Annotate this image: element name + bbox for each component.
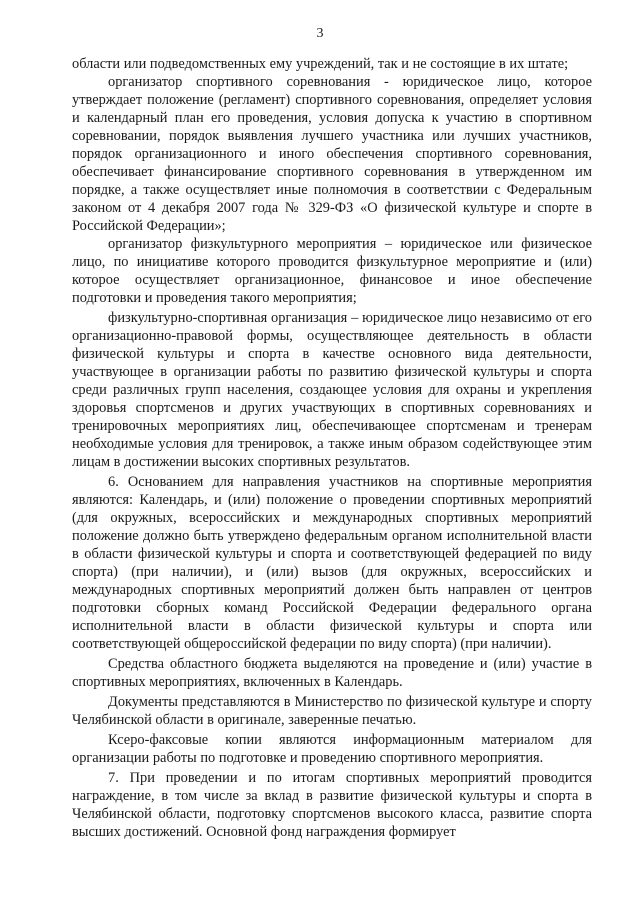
page-number: 3 bbox=[316, 26, 324, 41]
paragraph: 7. При проведении и по итогам спортивных мероприятий проводится награждение, в том числе за вклад в развитие физической культуры и спорта в Челябинской области, подготовку спортсменов высокого класса, развитие спорта высших достижений. Основной фонд награждения формирует bbox=[72, 770, 592, 840]
paragraph: области или подведомственных ему учреждений, так и не состоящие в их штате; bbox=[72, 56, 569, 72]
paragraph: Документы представляются в Министерство по физической культуре и спорту Челябинской области в оригинале, заверенные печатью. bbox=[72, 694, 592, 728]
paragraph: организатор физкультурного мероприятия – юридическое или физическое лицо, по инициативе которого проводится физкультурное мероприятие и (или) которое осуществляет организационное, финансовое и иное обеспечение подготовки и проведения такого мероприятия; bbox=[72, 236, 592, 306]
document-body bbox=[72, 55, 592, 841]
paragraph: Ксеро-факсовые копии являются информационным материалом для организации работы по подготовке и проведению спортивного мероприятия. bbox=[72, 732, 592, 766]
paragraph: 6. Основанием для направления участников на спортивные мероприятия являются: Календарь, и (или) положение о проведении спортивных мероприятий (для окружных, всероссийских и международных спортивных мероприятий положение должно быть утверждено федеральным органом исполнительной власти в области физической культуры и спорта и соответствующей федерацией по виду спорта) (при наличии), и (или) вызов (для окружных, всероссийских и международных спортивных мероприятий должен быть направлен от центров подготовки сборных команд Российской Федерации федерального органа исполнительной власти в области физической культуры и спорта или соответствующей общероссийской федерации по виду спорта) (при наличии). bbox=[72, 474, 592, 652]
paragraph: организатор спортивного соревнования - юридическое лицо, которое утверждает положение (регламент) спортивного соревнования, определяет условия и календарный план его проведения, условия допуска к участию в спортивном соревновании, порядок выявления лучшего участника или лучших участников, порядок организационного и иного обеспечения спортивного соревнования, обеспечивает финансирование спортивного соревнования в утвержденном им порядке, а также осуществляет иные полномочия в соответствии с Федеральным законом от 4 декабря 2007 года № 329-ФЗ «О физической культуре и спорте в Российской Федерации»; bbox=[72, 74, 592, 234]
paragraph: физкультурно-спортивная организация – юридическое лицо независимо от его организационно-правовой формы, осуществляющее деятельность в области физической культуры и спорта в качестве основного вида деятельности, участвующее в организации работы по развитию физической культуры и спорта среди различных групп населения, создающее условия для охраны и укрепления здоровья спортсменов и других участвующих в спортивных соревнованиях и тренировочных мероприятиях лиц, обеспечивающее спортсменам и тренерам необходимые условия для тренировок, а также иным образом содействующее этим лицам в достижении высоких спортивных результатов. bbox=[72, 310, 592, 470]
paragraph: Средства областного бюджета выделяются на проведение и (или) участие в спортивных мероприятиях, включенных в Календарь. bbox=[72, 656, 592, 690]
